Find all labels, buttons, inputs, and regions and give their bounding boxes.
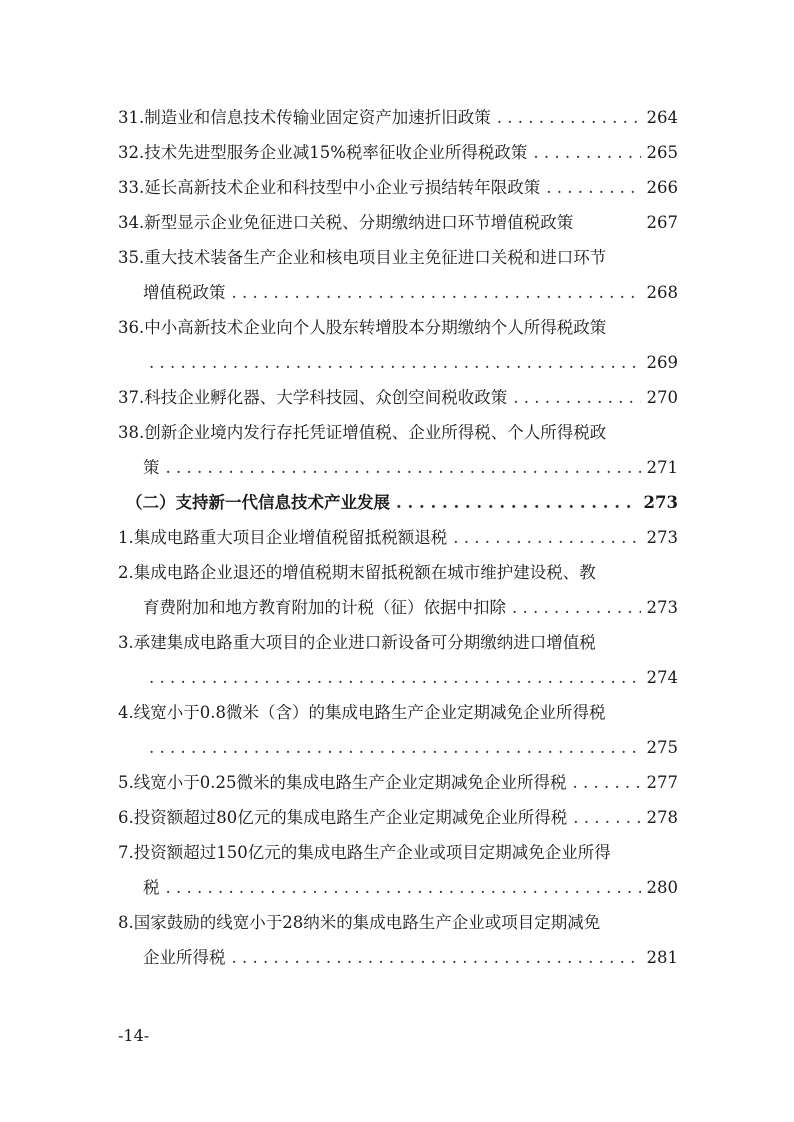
toc-entry-8[interactable]: 8.国家鼓励的线宽小于28纳米的集成电路生产企业或项目定期减免 bbox=[118, 913, 601, 932]
toc-entry-34[interactable]: 34.新型显示企业免征进口关税、分期缴纳进口环节增值税政策 267 bbox=[118, 213, 678, 232]
toc-entry-4-cont[interactable]: . . . 275 bbox=[118, 730, 678, 765]
toc-entry-5[interactable]: 5.线宽小于0.25微米的集成电路生产企业定期减免企业所得税 . . . 277 bbox=[118, 765, 678, 800]
toc-entry-7-cont[interactable]: 税 . . . 280 bbox=[118, 870, 678, 905]
toc-entry-36[interactable]: 36.中小高新技术企业向个人股东转增股本分期缴纳个人所得税政策 bbox=[118, 318, 607, 337]
table-of-contents bbox=[118, 100, 678, 975]
toc-entry-4[interactable]: 4.线宽小于0.8微米（含）的集成电路生产企业定期减免企业所得税 bbox=[118, 703, 606, 722]
toc-entry-6[interactable]: 6.投资额超过80亿元的集成电路生产企业定期减免企业所得税 . . . 278 bbox=[118, 800, 678, 835]
toc-entry-33[interactable]: 33.延长高新技术企业和科技型中小企业亏损结转年限政策 . . . 266 bbox=[118, 170, 678, 205]
toc-entry-8-cont[interactable]: 企业所得税 . . . 281 bbox=[118, 940, 678, 975]
toc-entry-35[interactable]: 35.重大技术装备生产企业和核电项目业主免征进口关税和进口环节 bbox=[118, 248, 607, 267]
toc-entry-3-cont[interactable]: . . . 274 bbox=[118, 660, 678, 695]
toc-entry-32[interactable]: 32.技术先进型服务企业减15%税率征收企业所得税政策 . . . 265 bbox=[118, 135, 678, 170]
toc-entry-38-cont[interactable]: 策 . . . 271 bbox=[118, 450, 678, 485]
toc-entry-2[interactable]: 2.集成电路企业退还的增值税期末留抵税额在城市维护建设税、教 bbox=[118, 563, 596, 582]
toc-entry-37[interactable]: 37.科技企业孵化器、大学科技园、众创空间税收政策 . . . 270 bbox=[118, 380, 678, 415]
page-number: -14- bbox=[118, 1026, 150, 1045]
toc-entry-36-cont[interactable]: . . . 269 bbox=[118, 345, 678, 380]
toc-entry-3[interactable]: 3.承建集成电路重大项目的企业进口新设备可分期缴纳进口增值税 bbox=[118, 633, 596, 652]
toc-entry-38[interactable]: 38.创新企业境内发行存托凭证增值税、企业所得税、个人所得税政 bbox=[118, 423, 607, 442]
toc-entry-1[interactable]: 1.集成电路重大项目企业增值税留抵税额退税 . . . 273 bbox=[118, 520, 678, 555]
toc-entry-31[interactable]: 31.制造业和信息技术传输业固定资产加速折旧政策 . . . 264 bbox=[118, 100, 678, 135]
toc-entry-7[interactable]: 7.投资额超过150亿元的集成电路生产企业或项目定期减免企业所得 bbox=[118, 843, 611, 862]
toc-entry-35-cont[interactable]: 增值税政策 . . . 268 bbox=[118, 275, 678, 310]
toc-section-heading[interactable]: （二）支持新一代信息技术产业发展 . . . 273 bbox=[118, 485, 678, 520]
toc-entry-2-cont[interactable]: 育费附加和地方教育附加的计税（征）依据中扣除 . . . 273 bbox=[118, 590, 678, 625]
